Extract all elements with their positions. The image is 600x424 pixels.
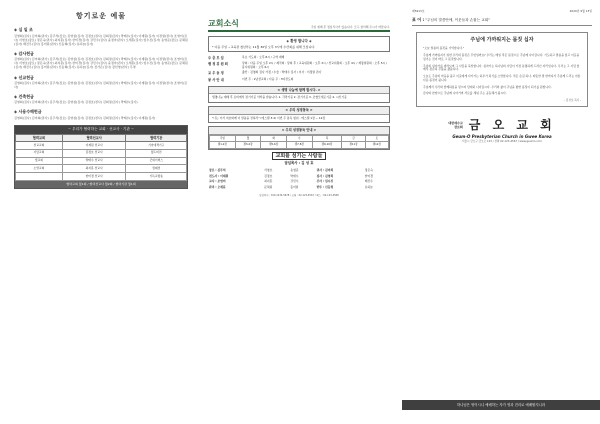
table-cell: 목 [312, 135, 342, 142]
table-cell: 사랑교회 [16, 149, 63, 157]
table-cell: 김정호 선교사 [62, 149, 126, 157]
reading-table [209, 135, 389, 149]
table-row [16, 173, 187, 181]
schedule-list [208, 56, 390, 82]
offering-section [14, 27, 188, 46]
table-cell: 교사 : 조영미 [209, 179, 226, 184]
table-cell: 박태수 선교사 [62, 157, 126, 165]
bulletin-number: 제5913호 [412, 9, 425, 13]
schedule-value: 목요 기도회 : 오후 8시 / 구역 예배 [242, 54, 285, 59]
letter-paragraph: 주님의 십자가를 바라보며 그 사랑을 묵상합니다. 십자가는 하나님의 사랑이 가장 분명하게 드러난 자리입니다. 우리는 그 사랑 앞에서 겸손히 무릎을 꿇습니다. [423, 63, 580, 72]
list-item [208, 71, 390, 75]
letter-paragraph: 오늘도 주님의 마음을 품고 이웃에게 다가가는 하루가 되기를 소망합니다. 작은 손길 하나, 따뜻한 말 한마디가 주님께 드리는 아름다운 몸짓이 됩니다. [423, 74, 581, 82]
table-cell: 장로 : 김주석 [209, 167, 226, 172]
table-cell: 월드비전 [126, 149, 187, 157]
box-heading: < 우리 성경통독 > [209, 107, 389, 114]
table-header: 협력선교사 [62, 134, 126, 141]
table-cell: 유하늘 [364, 185, 373, 190]
church-motto [412, 17, 592, 26]
section-body: 김영희(집사) 김미희(권사) 김주석(장로) 김영섭(집사) 김정호(권사) 김희정(집사) 박태수(집사) [14, 100, 138, 105]
church-address: 서울시 금오구 금오로 123 / 전화 02-123-4567 / www.geumo.or.kr [461, 140, 543, 144]
table-cell: 주일 [210, 135, 236, 142]
table-row [16, 157, 187, 165]
letter-title: 주님에 가까워지는 몸짓 십자 [470, 36, 534, 43]
table-cell: 간사 : 임수진 [316, 179, 334, 184]
table-cell: 송영준 [290, 167, 299, 172]
offering-section [14, 75, 188, 89]
letter-paragraph: 주님께 가까워지기 위한 우리의 몸짓은 무엇일까요? 우리는 매일 작은 몸짓으로 주님께 나아갑니다. 기도하고 말씀을 읽고 이웃을 섬기는 것이 바로 그 몸짓입니다. [423, 53, 580, 61]
table-cell: 전도사 : 이재원 [209, 173, 229, 178]
schedule-label: 교 우 동 정 [208, 71, 224, 76]
table-cell: 박태수 [290, 173, 299, 178]
bulletin-header [412, 10, 592, 14]
letter-signature: - 김성호 목사 - [564, 99, 581, 103]
section-heading: ◈ 사용수해헌금 [14, 109, 42, 115]
table-cell: 선교교회 [16, 142, 63, 150]
senior-pastor: 담임목사 : 김 성 호 [284, 161, 314, 166]
offering-section [14, 51, 188, 70]
table-cell: 김정호 [264, 173, 273, 178]
box-body: 생명나눔 예배 후 로비에서 장기기증 서약을 받습니다. 1. 각막기증 2. 장기기증 3. 조혈모세포기증 4. 시신기증 [212, 95, 347, 100]
table-cell: 금 [342, 135, 365, 142]
bible-reading-box [208, 106, 390, 123]
table-cell: 강민수 [290, 179, 299, 184]
box-body: "너는 가서 여호와께 이 말씀을 전하라" (에스겔 3:4) 이번 주 통독 범위 : 에스겔 1장 ~ 12장 [212, 115, 326, 120]
church-english-name: Geum-O Presbyterian Church in Gwee Korea [452, 133, 552, 139]
motto-label: 표 어 : [412, 16, 425, 22]
section-body: 김영희(집사) 김미희(권사) 김주석(장로) 김영섭(집사) 김정호(권사) 김희정(집사) 박태수(집사) 이재원(집사) 이정렬(권사) 조영미(집사) 서영호(장로) 정은숙(권사) 최지훈(집사) 한미경(집사) 강민수(집사) 윤정아(권사) 오세훈(집사) 임수진(집사) 송영준(장로) 문혜린(집사) 배진우(집사) 홍미란(권사) 신동혁(집사) 유하늘(집사) 전가은(집사) 장선영(권사) 무명 [14, 57, 188, 70]
schedule-label: 주 중 모 임 [208, 55, 224, 60]
table-cell: 문혜린 [264, 185, 273, 190]
denomination-line: 장로회 [454, 124, 463, 129]
offering-section [14, 109, 188, 119]
church-name-row [412, 117, 592, 133]
list-item [208, 56, 390, 60]
table-cell: 홍미란 [290, 185, 299, 190]
table-cell: 기아대책기구 [126, 142, 187, 150]
table-cell: 겔12장 [365, 142, 388, 149]
schedule-value: 이번 주 : 2남선교회 / 다음 주 : 3여전도회 [242, 76, 294, 81]
table-row [16, 149, 187, 157]
table-cell: 집사 : 김영희 [316, 173, 334, 178]
staff-title-text: 교회를 섬기는 사람들 [272, 152, 327, 160]
bulletin-date: 2020년 9월 13일 [569, 9, 592, 13]
section-heading: ◈ 선교헌금 [14, 74, 34, 80]
partner-group-box [14, 125, 188, 189]
table-cell: 한미경 선교사 [62, 173, 126, 181]
box-heading: < 생명 나눔에 함께 합시다. > [209, 87, 389, 94]
news-header-note: 주일 예배 후 점심식사가 있습니다. 모두 참석해 주시기 바랍니다. [310, 25, 390, 30]
section-body: 김영희(집사) 김미희(권사) 김주석(장로) 김영섭(집사) 김정호(권사) 김희정(집사) 박태수(집사) 이재원(집사) [14, 115, 156, 120]
schedule-value: 당회 : 다음 주일 오후 2시 / 제직회 : 당회 후 / 교육위원회 : 오후 3시 / 선교위원회 : 오후 4시 / 재정위원회 : 오후 5시 / 봉사위원회 : 오후 6시 [242, 60, 388, 69]
table-row [210, 142, 389, 149]
table-cell: 겔5-6장 [261, 142, 287, 149]
table-cell: 빛교회 [16, 157, 63, 165]
letter-paragraph: "오늘 말씀의 몸짓을 기억합니다." [423, 46, 465, 51]
church-name: 금 오 교 회 [468, 117, 556, 132]
news-title: 교회소식 [208, 19, 239, 29]
section-heading: ◈ 십 일 조 [14, 27, 33, 33]
letter-paragraph: 감사와 찬양으로 주님께 나아가며 서로를 세워 주는 공동체가 됩시다. [423, 91, 507, 96]
table-row [208, 185, 390, 191]
table-cell: 최지훈 [264, 179, 273, 184]
welcome-notice [208, 36, 390, 52]
table-cell: 반주 : 신동혁 [316, 185, 334, 190]
denomination [448, 121, 463, 129]
pastoral-letter [416, 32, 588, 107]
schedule-label: 행 정 위 원 회 [208, 61, 228, 66]
notice-body: * 다음 주일 ~교육관 청년부는 11월 30일 오후 3시에 수련회를 위해 모입니다. [212, 44, 316, 49]
table-cell: 수 [286, 135, 312, 142]
table-cell: 권사 : 김미희 [316, 167, 334, 172]
table-cell: 겔1-2장 [210, 142, 236, 149]
table-cell: 겔7-8장 [286, 142, 312, 149]
table-cell: 최지훈 선교사 [62, 165, 126, 173]
partner-group-heading: ~ 우리가 협력하는 교회 · 선교사 · 기관 ~ [15, 126, 187, 134]
cover-column [402, 0, 600, 424]
partner-table [15, 134, 187, 181]
table-cell: 겔9-10장 [312, 142, 342, 149]
table-cell: 토 [365, 135, 388, 142]
staff-title [208, 153, 390, 160]
table-row [16, 165, 187, 173]
denomination-line: 대한예수교 [448, 120, 463, 125]
news-header [208, 10, 390, 32]
section-body: 김영희(집사) 김미희(권사) 김주석(장로) 김영섭(집사) 김정호(권사) 김희정(집사) 박태수(집사) 이재원(집사) 이정렬(권사) 조영미(집사) [14, 80, 187, 89]
news-column [202, 0, 398, 424]
table-cell: 한미경 [364, 173, 373, 178]
table-cell [16, 173, 63, 181]
table-cell: 이재원 선교사 [62, 142, 126, 150]
schedule-label: 봉 사 안 내 [208, 77, 224, 82]
list-item [208, 62, 390, 70]
table-cell: 서영호 [264, 167, 273, 172]
table-cell: 화 [261, 135, 287, 142]
table-cell: 관리 : 오세훈 [209, 185, 226, 190]
offering-column [0, 0, 198, 424]
box-heading: < 우리 성경통독 안내 > [209, 127, 389, 134]
church-identity [412, 117, 592, 144]
table-cell: 월 [235, 135, 261, 142]
scripture-banner: 하나님은 영이시니 예배하는 자가 영과 진리로 예배할지니라 [402, 400, 600, 410]
offering-title: 항기로운 예물 [75, 12, 126, 20]
table-header: 협력교회 [16, 134, 63, 141]
table-cell: 컴패션 [126, 165, 187, 173]
life-sharing-box [208, 86, 390, 103]
table-header: 협력기관 [126, 134, 187, 141]
offering-section [14, 94, 188, 104]
table-cell: 소망교회 [16, 165, 63, 173]
motto-text: "주님의 말씀안에, 이웃들과 손잡는 교회" [425, 17, 490, 22]
table-cell: 굿네이버스 [126, 157, 187, 165]
staff-table [208, 168, 390, 191]
table-cell: 겔3-4장 [235, 142, 261, 149]
reading-schedule-box [208, 126, 390, 149]
notice-heading: ◈ 환영 합니다 ◈ [286, 39, 312, 43]
table-cell: 기독교방송 [126, 173, 187, 181]
schedule-value: 출산 : 김영희 집사 가정 / 수술 : 박태수 집사 / 이사 : 이정렬 권사 [242, 70, 322, 75]
contact-footer: 담임목사 : 010-1234-5678 / 교회 : 02-123-4567 / 팩스 : 02-123-4568 [259, 193, 339, 197]
table-row [16, 142, 187, 150]
table-cell: 정은숙 [364, 167, 373, 172]
letter-paragraph: 주님께서 우리와 함께하심을 믿으며 담대히 나아갑시다. 우리의 삶이 주님을 향한 몸짓이 되기를 원합니다. [423, 84, 552, 89]
section-heading: ◈ 감사헌금 [14, 50, 34, 56]
section-body: 김영희(집사) 김미희(권사) 김주석(장로) 김영섭(집사) 김정호(권사) 김희정(집사) 박태수(집사) 이재원(집사) 이정렬(권사) 조영미(집사) 서영호(장로) 정은숙(권사) 최지훈(집사) 한미경(집사) 강민수(집사) 윤정아(권사) 오세훈(집사) 임수진(집사) 송영준(장로) 문혜린(집사) 배진우(집사) 홍미란(권사) 신동혁(집사) 유하늘(집사) [14, 33, 188, 46]
table-cell: 겔11장 [342, 142, 365, 149]
section-heading: ◈ 건축헌금 [14, 93, 34, 99]
list-item [208, 78, 390, 82]
partner-group-footer: 협력교회 월1회 / 협력선교사 월2회 / 협력기관 월1회 [15, 181, 187, 188]
table-cell: 배진우 [364, 179, 373, 184]
